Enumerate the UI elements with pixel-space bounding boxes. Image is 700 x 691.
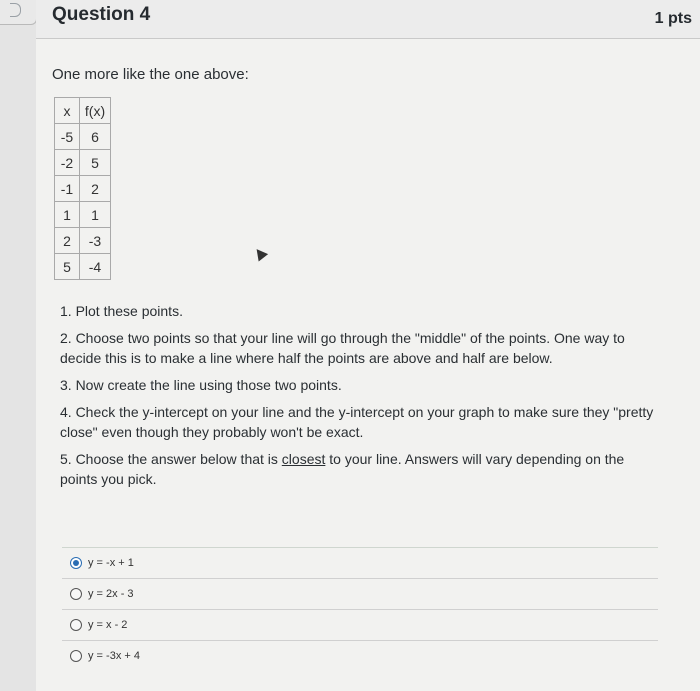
table-cell-x: 2	[55, 228, 80, 254]
step-text: 4. Check the y-intercept on your line and the y-intercept on your graph to make sure they "pretty close" even though they probably won't be exact.	[60, 404, 654, 440]
answer-label[interactable]: y = 2x - 3	[88, 588, 134, 600]
step-text: 5. Choose the answer below that is	[60, 451, 282, 467]
answer-list	[62, 547, 658, 671]
question-header	[36, 0, 700, 39]
table-cell-fx: 5	[80, 150, 111, 176]
table-cell-x: 1	[55, 202, 80, 228]
question-flag-tab[interactable]	[0, 0, 37, 25]
table-cell-x: 5	[55, 254, 80, 280]
answer-label[interactable]: y = x - 2	[88, 619, 128, 631]
closest-emphasis: closest	[281, 451, 326, 467]
table-cell-fx: 2	[80, 176, 111, 202]
question-title: Question 4	[52, 4, 151, 25]
table-row	[55, 228, 111, 254]
step-text: 1. Plot these points.	[60, 303, 183, 319]
instruction-step-2	[60, 328, 660, 368]
question-intro: One more like the one above:	[52, 66, 249, 83]
answer-option-4[interactable]	[62, 640, 658, 671]
instruction-step-3	[60, 375, 660, 395]
table-header-x: x	[55, 98, 80, 124]
table-cell-x: -2	[55, 150, 80, 176]
answer-option-2[interactable]	[62, 578, 658, 609]
instruction-step-1	[60, 301, 660, 321]
table-cell-fx: -3	[80, 228, 111, 254]
question-points: 1 pts	[654, 10, 692, 27]
table-cell-x: -5	[55, 124, 80, 150]
table-cell-fx: 6	[80, 124, 111, 150]
table-row	[55, 254, 111, 280]
question-body	[36, 39, 700, 691]
step-text: 2. Choose two points so that your line will go through the "middle" of the points. One way to decide this is to make a line where half the points are above and half are below.	[60, 330, 625, 366]
radio-icon[interactable]	[70, 619, 82, 631]
answer-option-3[interactable]	[62, 609, 658, 640]
table-row	[55, 124, 111, 150]
instruction-step-5	[60, 449, 660, 489]
radio-icon[interactable]	[70, 650, 82, 662]
table-cell-fx: -4	[80, 254, 111, 280]
table-row	[55, 176, 111, 202]
table-header-row	[55, 98, 111, 124]
answer-option-1[interactable]	[62, 547, 658, 578]
answer-label[interactable]: y = -3x + 4	[88, 650, 140, 662]
table-cell-x: -1	[55, 176, 80, 202]
radio-selected-icon[interactable]	[70, 557, 82, 569]
step-text: 3. Now create the line using those two points.	[60, 377, 342, 393]
table-row	[55, 150, 111, 176]
values-table	[54, 97, 111, 280]
radio-icon[interactable]	[70, 588, 82, 600]
instruction-steps	[60, 301, 660, 496]
table-row	[55, 202, 111, 228]
bookmark-icon	[10, 3, 21, 17]
answer-label[interactable]: y = -x + 1	[88, 557, 134, 569]
table-header-fx: f(x)	[80, 98, 111, 124]
table-cell-fx: 1	[80, 202, 111, 228]
instruction-step-4	[60, 402, 660, 442]
step-text: to your line. Answers will vary depending on the points you pick.	[60, 451, 625, 487]
